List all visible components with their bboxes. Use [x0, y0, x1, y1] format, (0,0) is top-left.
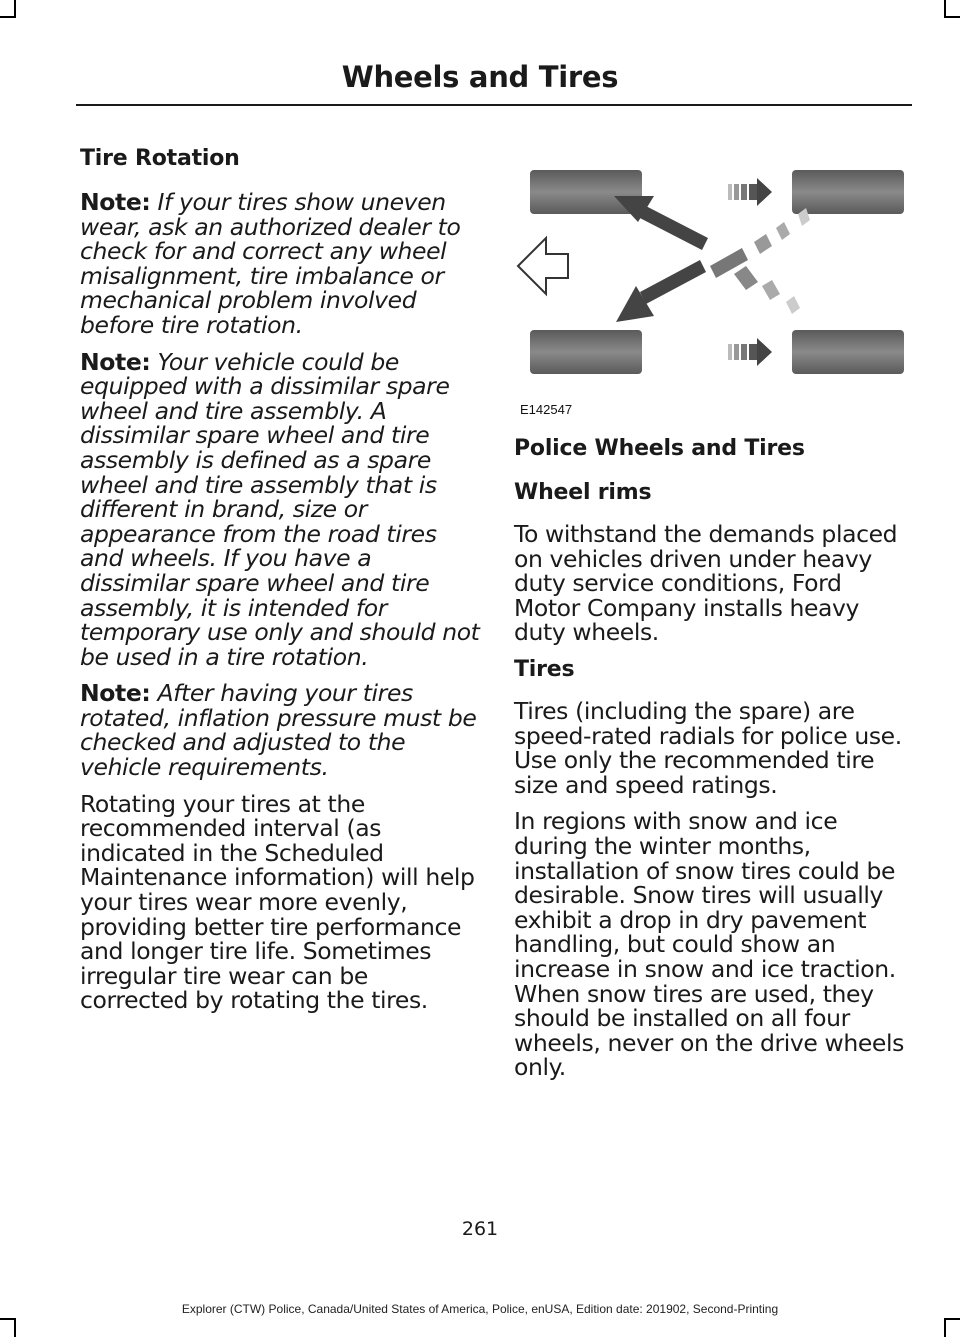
page-footer: Explorer (CTW) Police, Canada/United States of America, Police, enUSA, Edition date: 201902, Second-Printing	[181, 1302, 779, 1316]
note-text: If your tires show uneven wear, ask an authorized dealer to check for and correct any wheel misalignment, tire imbalance or mechanical problem involved before tire rotation.	[80, 188, 461, 339]
forward-direction-arrow	[518, 238, 568, 294]
page-header-title: Wheels and Tires	[341, 60, 619, 94]
note-paragraph	[80, 679, 480, 782]
body-paragraph: To withstand the demands placed on vehicles driven under heavy duty service conditions, Ford Motor Company installs heavy duty wheels.	[514, 520, 898, 647]
section-heading-police-wheels: Police Wheels and Tires	[514, 436, 805, 461]
tire-rotation-diagram	[514, 162, 912, 422]
subheading-wheel-rims: Wheel rims	[514, 480, 652, 505]
note-paragraph	[80, 190, 480, 338]
diagonal-arrow-to-rear-left	[616, 260, 706, 322]
dashed-diagonal-arrows	[710, 208, 810, 314]
page-number: 261	[461, 1218, 499, 1240]
figure-id: E142547	[520, 402, 573, 417]
tire-rear-right	[792, 330, 904, 374]
tire-rear-left	[530, 330, 642, 374]
note-label: Note:	[80, 679, 151, 708]
note-label: Note:	[80, 347, 151, 376]
crop-mark	[0, 16, 16, 18]
note-label: Note:	[80, 188, 151, 216]
crop-mark	[0, 1318, 16, 1320]
rear-to-front-arrow-right	[728, 178, 772, 206]
section-heading-tire-rotation: Tire Rotation	[80, 146, 240, 171]
note-paragraph	[80, 347, 480, 671]
body-paragraph: Rotating your tires at the recommended interval (as indicated in the Scheduled Maintenance information) will help your tires wear more evenly, providing better tire performance and longer tire life. Sometimes irregular tire wear can be corrected by rotating the tires.	[80, 789, 475, 1015]
body-paragraph: In regions with snow and ice during the winter months, installation of snow tires could be desirable. Snow tires will usually exhibit a drop in dry pavement handling, but could show an increase in snow and ice traction. When snow tires are used, they should be installed on all four wheels, never on the drive wheels only.	[514, 807, 904, 1082]
right-column	[514, 436, 914, 1092]
note-text: After having your tires rotated, inflation pressure must be checked and adjusted to the vehicle requirements.	[80, 679, 477, 782]
tire-front-right	[792, 170, 904, 214]
crop-mark	[944, 16, 960, 18]
rear-to-front-arrow-right-lower	[728, 338, 772, 366]
subheading-tires: Tires	[514, 656, 575, 682]
diagonal-arrow-to-front-left	[614, 196, 708, 250]
header-divider	[76, 104, 912, 106]
left-column	[80, 146, 480, 1025]
crop-mark	[944, 1318, 960, 1320]
crop-mark	[944, 1318, 946, 1337]
note-text: Your vehicle could be equipped with a dissimilar spare wheel and tire assembly. A dissimilar spare wheel and tire assembly is defined as a spare wheel and tire assembly that is different in brand, size or appearance from the road tires and wheels. If you have a dissimilar spare wheel and tire assembly, it is intended for temporary use only and should not be used in a tire rotation.	[80, 347, 480, 671]
crop-mark	[14, 1318, 16, 1337]
body-paragraph: Tires (including the spare) are speed-rated radials for police use. Use only the recommended tire size and speed ratings.	[514, 696, 902, 799]
